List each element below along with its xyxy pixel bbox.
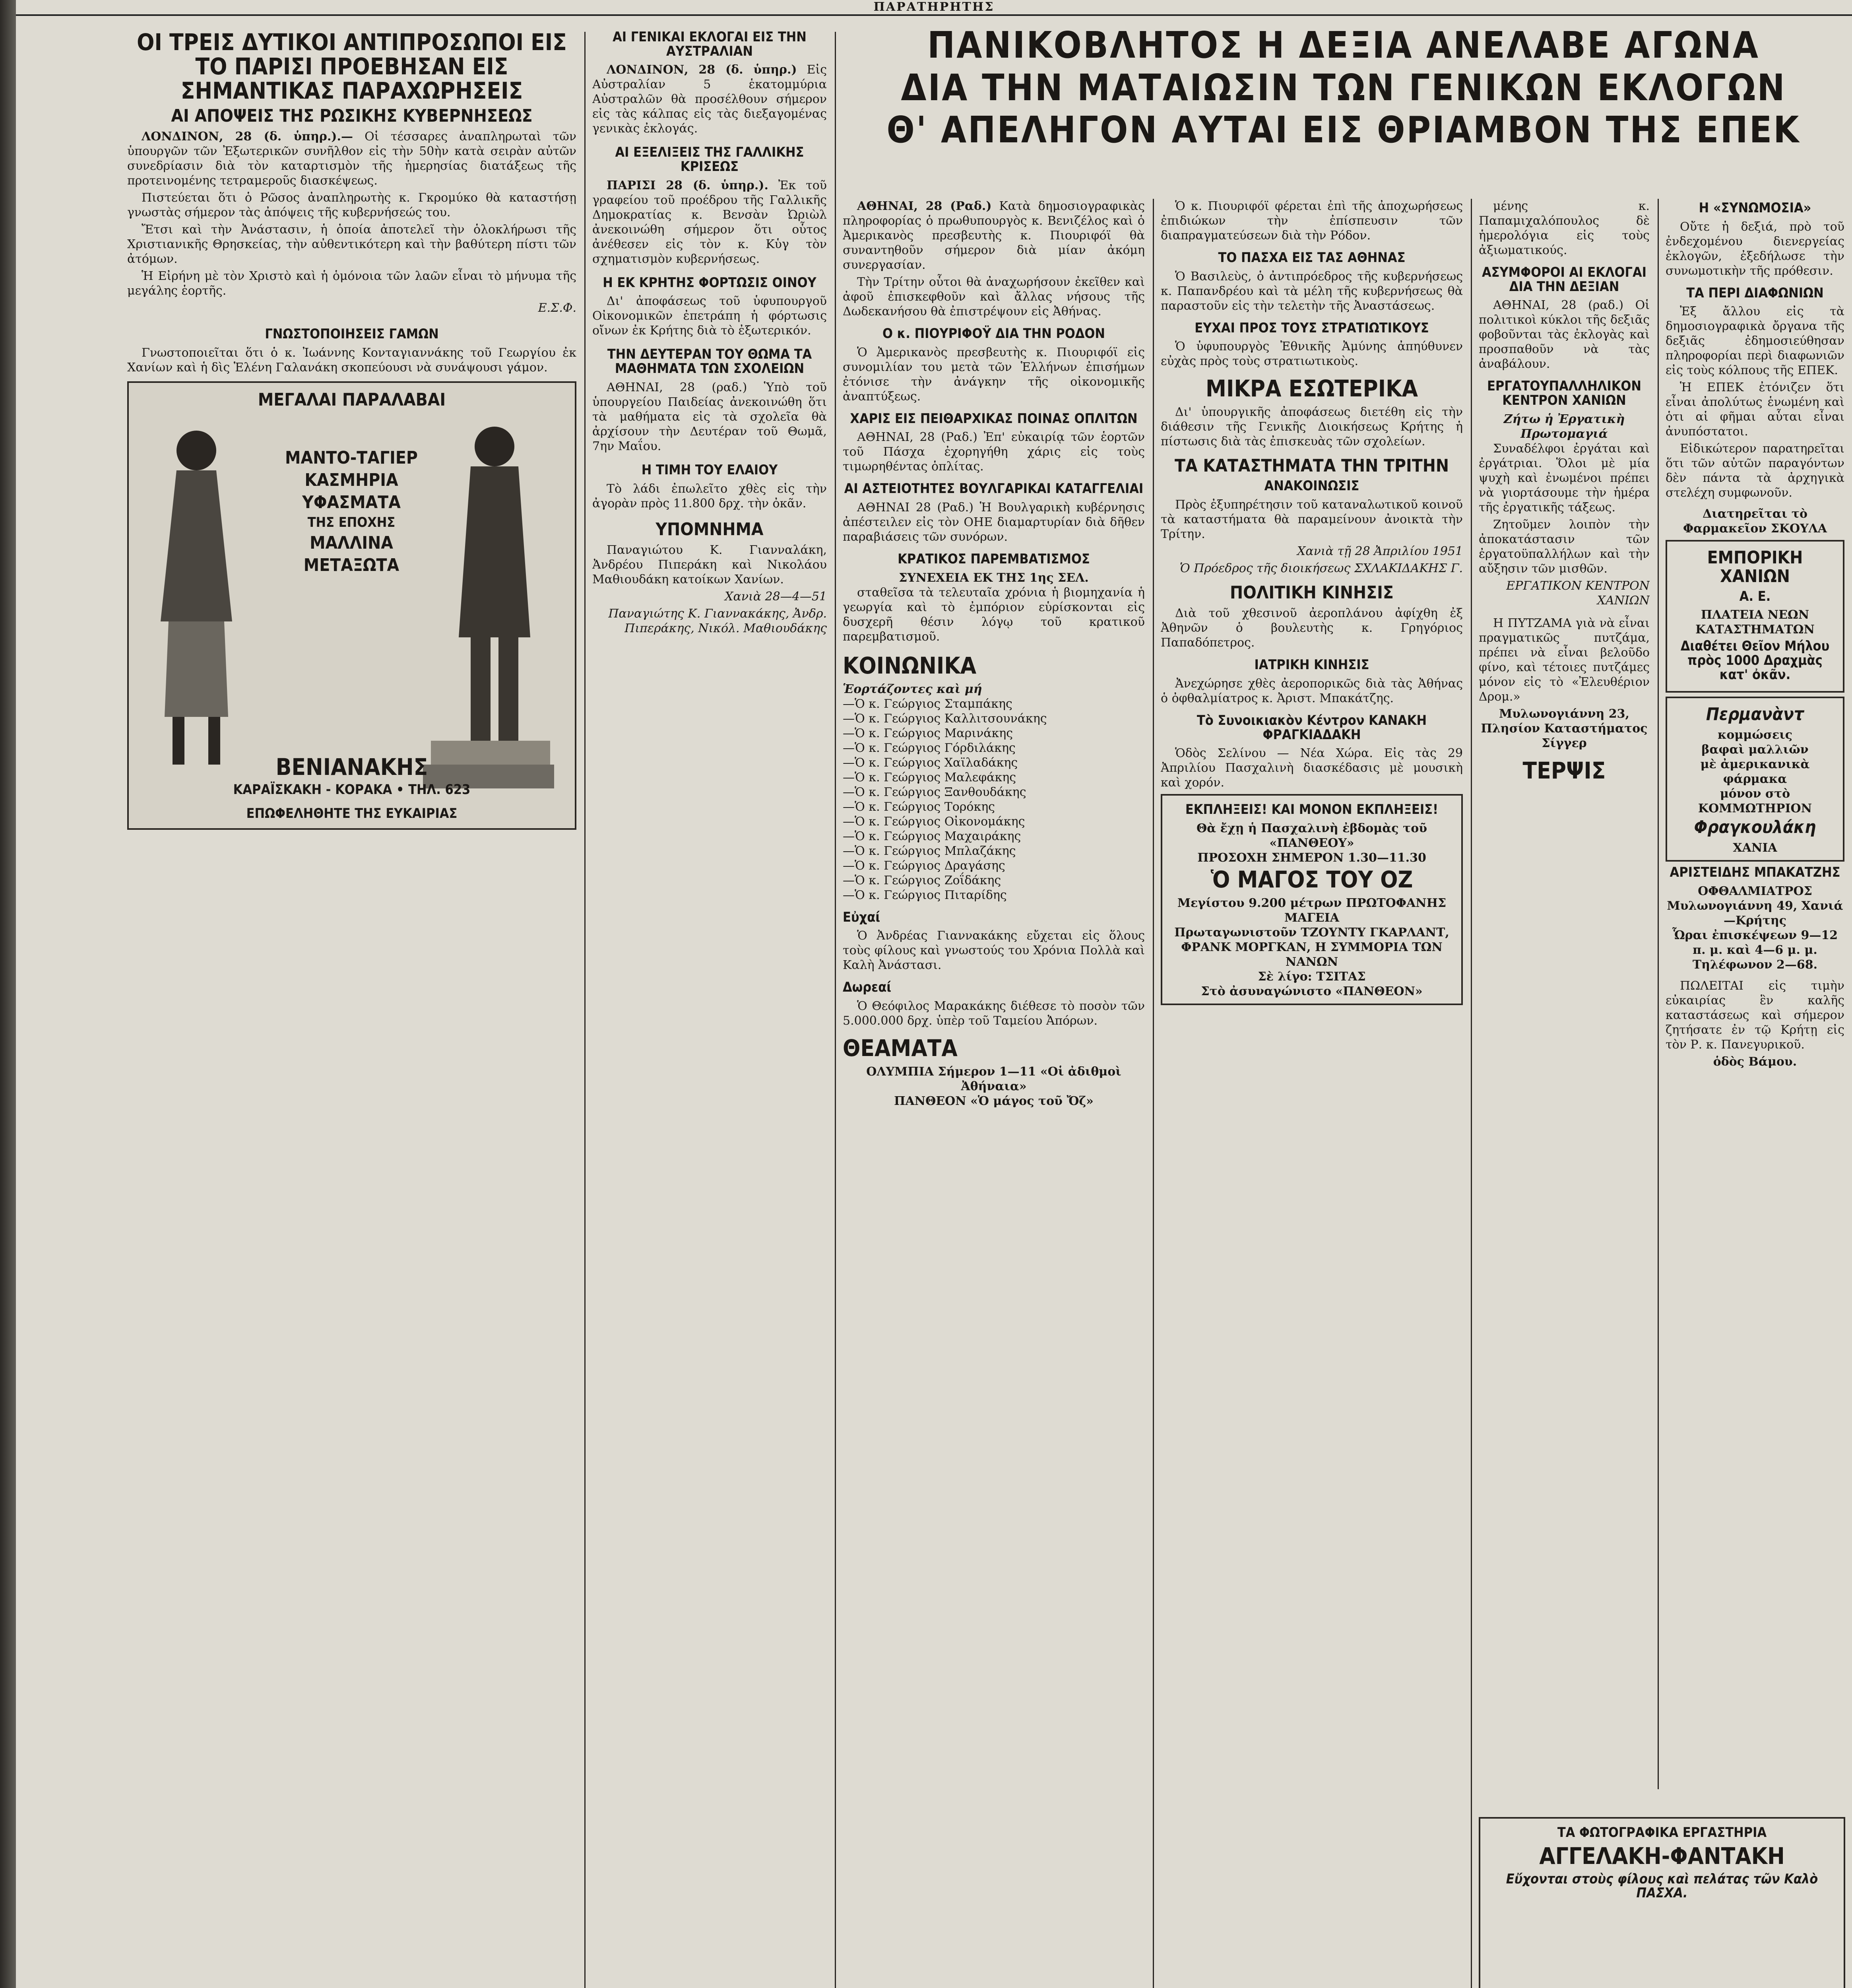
name-list-item: —Ὁ κ. Γεώργιος Τορόκης	[843, 800, 995, 814]
column-rule	[1658, 199, 1659, 1789]
column-3	[843, 199, 1145, 1988]
ad-brand: ΑΓΓΕΛΑΚΗ-ΦΑΝΤΑΚΗ	[1539, 1842, 1785, 1870]
column-6	[1666, 199, 1844, 1789]
masthead: ΠΑΡΑΤΗΡΗΤΗΣ	[16, 0, 1852, 16]
cinema-listing: ΟΛΥΜΠΙΑ Σήμερον 1—11 «Οἱ ἀδιθμοὶ Ἀθήναια»	[866, 1064, 1121, 1093]
article-text: ΑΘΗΝΑΙ, 28 (ραδ.) Ὑπὸ τοῦ ὑπουργείου Παιδείας ἀνεκοινώθη ὅτι τὰ μαθήματα εἰς τὰ σχολεῖα θὰ ἀρχίσουν τὴν Δευτέραν τοῦ Θωμᾶ, 7ην Μαΐου.	[592, 380, 827, 453]
cinema-advertisement	[1161, 794, 1463, 1005]
article-headline: ΟΙ ΤΡΕΙΣ ΔΥΤΙΚΟΙ ΑΝΤΙΠΡΟΣΩΠΟΙ ΕΙΣ ΤΟ ΠΑΡΙΣΙ ΠΡΟΕΒΗΣΑΝ ΕΙΣ ΣΗΜΑΝΤΙΚΑΣ ΠΑΡΑΧΩΡΗΣΕΙΣ	[137, 29, 567, 104]
doctor-address: Μυλωνογιάννη 49, Χανιά—Κρήτης	[1667, 899, 1843, 928]
ad-item: ΚΑΣΜΗΡΙΑ	[304, 470, 398, 490]
article-headline: Ο κ. ΠΙΟΥΡΙΦΟΫ ΔΙΑ ΤΗΝ ΡΟΔΟΝ	[882, 326, 1105, 342]
ad-tagline: ΕΠΩΦΕΛΗΘΗΤΕ ΤΗΣ ΕΥΚΑΙΡΙΑΣ	[246, 805, 458, 821]
article-headline: ΑΙ ΕΞΕΛΙΞΕΙΣ ΤΗΣ ΓΑΛΛΙΚΗΣ ΚΡΙΣΕΩΣ	[615, 144, 804, 175]
movie-title: Ὁ ΜΑΓΟΣ ΤΟΥ ΟΖ	[1210, 866, 1413, 893]
ad-brand: ΤΕΡΨΙΣ	[1522, 757, 1606, 784]
article-text: Δι' ἀποφάσεως τοῦ ὑφυπουργοῦ Οἰκονομικῶν ἐπετράπη ἡ φόρτωσις οἴνων ἐκ Κρήτης διὰ τὸ ἐξωτερικόν.	[592, 294, 827, 338]
fashion-advertisement	[127, 381, 576, 830]
banner-line-3: Θ' ΑΠΕΛΗΓΟΝ ΑΥΤΑΙ ΕΙΣ ΘΡΙΑΜΒΟΝ ΤΗΣ ΕΠΕΚ	[886, 109, 1801, 151]
article-text: Πρὸς ἐξυπηρέτησιν τοῦ καταναλωτικοῦ κοινοῦ τὰ καταστήματα θὰ παραμείνουν ἀνοικτὰ τὴν Τρίτην.	[1161, 498, 1463, 542]
article-text: Ὁ Ἀνδρέας Γιαννακάκης εὔχεται εἰς ὅλους τοὺς φίλους καὶ γνωστούς του Χρόνια Πολλὰ καὶ Καλὴ Ἀνάστασι.	[843, 929, 1145, 973]
section-heading: ΘΕΑΜΑΤΑ	[843, 1035, 958, 1062]
classified-address: ὁδὸς Βάμου.	[1713, 1054, 1797, 1069]
ad-item: ΥΦΑΣΜΑΤΑ	[302, 492, 401, 513]
article-text: ΑΘΗΝΑΙ, 28 (ραδ.) Οἱ πολιτικοὶ κύκλοι τῆς δεξιᾶς φοβοῦνται τὰς ἐκλογὰς καὶ προσπαθοῦν νὰ τὰς ἀναβάλουν.	[1479, 298, 1650, 371]
name-list-item: —Ὁ κ. Γεώργιος Μαλεφάκης	[843, 770, 1016, 784]
article-text: Ὁ Ἀμερικανὸς πρεσβευτὴς κ. Πιουριφόϊ εἰς συνομιλίαν του μετὰ τῶν Ἑλλήνων ἐπισήμων ἐτόνισε τὴν ἀνάγκην τῆς οἰκονομικῆς ἀναπτύξεως.	[843, 345, 1145, 404]
dateline: ΑΘΗΝΑΙ, 28 (Ραδ.)	[857, 199, 992, 213]
section-heading: ΚΟΙΝΩΝΙΚΑ	[843, 652, 977, 679]
bank-advertisement	[1666, 540, 1844, 692]
name-list-item: —Ὁ κ. Γεώργιος Καλλιτσουνάκης	[843, 711, 1047, 726]
section-heading: Δωρεαί	[843, 979, 892, 996]
article-text: Ὁ κ. Πιουριφόϊ φέρεται ἐπὶ τῆς ἀποχωρήσεως ἐπιδιώκων τὴν ἐπίσπευσιν τῶν διαπραγματεύσεων διὰ τὴν Ρόδον.	[1161, 199, 1463, 243]
article-text: Εἰδικώτερον παρατηρεῖται ὅτι τῶν αὐτῶν παραγόντων δὲν πάντα τὰ ἀρχηγικὰ στελέχη συμφωνοῦν.	[1666, 442, 1844, 500]
name-list-item: —Ὁ κ. Γεώργιος Ζοΐδάκης	[843, 873, 1001, 887]
article-text: Συναδέλφοι ἐργάται καὶ ἐργάτριαι. Ὅλοι μὲ μία ψυχὴ καὶ ἐνωμένοι πρέπει νὰ γιορτάσουμε τὴν ἡμέρα τῆς ἐργατικῆς τάξεως.	[1479, 441, 1650, 514]
signature: Ὁ Πρόεδρος τῆς διοικήσεως ΣΧΛΑΚΙΔΑΚΗΣ Γ.	[1179, 561, 1463, 576]
ad-address: Μυλωνογιάννη 23, Πλησίον Καταστήματος Σίγγερ	[1481, 707, 1648, 750]
section-heading: Τὸ Συνοικιακὸν Κέντρον ΚΑΝΑΚΗ ΦΡΑΓΚΙΑΔΑΚΗ	[1197, 712, 1427, 743]
name-list-item: —Ὁ κ. Γεώργιος Δραγάσης	[843, 858, 1005, 873]
article-text: μένης κ. Παπαμιχαλόπουλος δὲ ἡμερολόγια εἰς τοὺς ἀξιωματικούς.	[1479, 199, 1650, 257]
column-5	[1479, 199, 1650, 1789]
ad-line: κομμώσεις	[1717, 728, 1793, 742]
ad-subtitle: Α. Ε.	[1739, 588, 1771, 604]
ad-text: Διαθέτει Θεῖον Μήλου πρὸς 1000 Δραχμὰς κατ' ὀκᾶν.	[1680, 638, 1830, 683]
article-text: Οἱ τέσσαρες ἀναπληρωταὶ τῶν ὑπουργῶν τῶν Ἐξωτερικῶν συνῆλθον εἰς τὴν 50ὴν κατὰ σειρὰν αὐτῶν συνεδρίασιν διὰ τὸν καταρτισμὸν τῆς ἡμερησίας διατάξεως τῆς προτεινομένης τετραμεροῦς διασκέψεως.	[127, 129, 576, 188]
section-subhead: Ἑορτάζοντες καὶ μή	[843, 682, 982, 696]
article-text: Ὁ Βασιλεὺς, ὁ ἀντιπρόεδρος τῆς κυβερνήσεως κ. Παπανδρέου καὶ τὰ μέλη τῆς κυβερνήσεως θὰ παραστοῦν εἰς τὴν τελετὴν τῆς Ἀναστάσεως.	[1161, 269, 1463, 313]
column-4	[1161, 199, 1463, 1988]
article-headline: ΑΙ ΑΣΤΕΙΟΤΗΤΕΣ ΒΟΥΛΓΑΡΙΚΑΙ ΚΑΤΑΓΓΕΛΙΑΙ	[844, 481, 1144, 497]
banner-headline	[843, 24, 1844, 191]
ad-text: Μεγίστου 9.200 μέτρων ΠΡΩΤΟΦΑΝΗΣ ΜΑΓΕΙΑ	[1177, 896, 1447, 925]
article-headline: ΑΙ ΓΕΝΙΚΑΙ ΕΚΛΟΓΑΙ ΕΙΣ ΤΗΝ ΑΥΣΤΡΑΛΙΑΝ	[613, 29, 807, 59]
ad-text: ΠΡΟΣΟΧΗ ΣΗΜΕΡΟΝ 1.30—11.30	[1197, 851, 1426, 865]
article-text: Ἡ Εἰρήνη μὲ τὸν Χριστὸ καὶ ἡ ὁμόνοια τῶν λαῶν εἶναι τὸ μήνυμα τῆς μεγάλης ἑορτῆς.	[127, 269, 576, 298]
ad-text: Στὸ ἀσυναγώνιστο «ΠΑΝΘΕΟΝ»	[1201, 984, 1423, 998]
ad-line: Εὔχονται στοὺς φίλους καὶ πελάτας τῶν Καλὸ ΠΑΣΧΑ.	[1506, 1871, 1818, 1901]
ad-item: ΜΑΝΤΟ-ΤΑΓΙΕΡ	[285, 447, 418, 468]
column-rule	[1153, 199, 1154, 1988]
article-text: Ἔτσι καὶ τὴν Ἀνάστασιν, ἡ ὁποία ἀποτελεῖ τὴν ὁλοκλήρωσι τῆς Χριστιανικῆς Θρησκείας, τὴν αὐθεντικότερη καὶ τὴν βαθύτερη πίστι τῶν ἀτόμων.	[127, 222, 576, 266]
banner-line-2: ΔΙΑ ΤΗΝ ΜΑΤΑΙΩΣΙΝ ΤΩΝ ΓΕΝΙΚΩΝ ΕΚΛΟΓΩΝ	[901, 66, 1786, 109]
ad-item: ΜΕΤΑΞΩΤΑ	[303, 555, 399, 575]
dateline: ΠΑΡΙΣΙ 28 (δ. ὑπηρ.).	[607, 178, 768, 192]
ad-title: Περμανὰντ	[1706, 704, 1804, 724]
newspaper-page	[16, 0, 1852, 1988]
article-text: Διὰ τοῦ χθεσινοῦ ἀεροπλάνου ἀφίχθη ἐξ Ἀθηνῶν ὁ βουλευτὴς κ. Γρηγόριος Παπαδόπετρος.	[1161, 606, 1463, 650]
article-text: Ὁ Θεόφιλος Μαρακάκης διέθεσε τὸ ποσὸν τῶν 5.000.000 δρχ. ὑπὲρ τοῦ Ταμείου Ἀπόρων.	[843, 999, 1145, 1028]
classified-ad: ΠΩΛΕΙΤΑΙ εἰς τιμὴν εὐκαιρίας ἓν καλῆς καταστάσεως καὶ σήμερον ζητήσατε ἐν τῷ Κρήτῃ εἰς τὸν Ρ. κ. Πανεγυρικοῦ.	[1666, 978, 1844, 1052]
name-list-item: —Ὁ κ. Γεώργιος Μπλαζάκης	[843, 844, 1016, 858]
section-heading: ΕΡΓΑΤΟΥΠΑΛΛΗΛΙΚΟΝ ΚΕΝΤΡΟΝ ΧΑΝΙΩΝ	[1487, 378, 1642, 409]
date: Χανιὰ τῇ 28 Ἀπριλίου 1951	[1297, 544, 1463, 559]
column-1	[127, 28, 576, 1857]
salon-advertisement	[1666, 697, 1844, 862]
column-rule	[835, 32, 836, 1988]
ad-item: ΜΑΛΛΙΝΑ	[310, 532, 393, 553]
name-list-item: —Ὁ κ. Γεώργιος Χαϊλαδάκης	[843, 755, 1018, 770]
article-headline: ΕΥΧΑΙ ΠΡΟΣ ΤΟΥΣ ΣΤΡΑΤΙΩΤΙΚΟΥΣ	[1195, 320, 1429, 336]
article-text: σταθεῖσα τὰ τελευταῖα χρόνια ἡ βιομηχανία ἡ γεωργία καὶ τὸ ἐμπόριον εὑρίσκονται εἰς δυσχερῆ θέσιν λόγῳ τοῦ κρατικοῦ παρεμβατισμοῦ.	[843, 585, 1145, 644]
ad-text: Πρωταγωνιστοῦν ΤΖΟΥΝΤΥ ΓΚΑΡΛΑΝΤ, ΦΡΑΝΚ ΜΟΡΓΚΑΝ, Η ΣΥΜΜΟΡΙΑ ΤΩΝ ΝΑΝΩΝ	[1174, 925, 1449, 969]
ad-line: μὲ ἀμερικανικὰ φάρμακα	[1700, 757, 1810, 786]
article-text: Ἡ ΕΠΕΚ ἐτόνιζεν ὅτι εἶναι ἀπολύτως ἑνωμένη καὶ ὁτι αἱ φῆμαι αὗται εἶναι ἀνυπόστατοι.	[1666, 381, 1844, 439]
ad-items	[248, 447, 455, 579]
article-headline: Η ΕΚ ΚΡΗΤΗΣ ΦΟΡΤΩΣΙΣ ΟΙΝΟΥ	[603, 274, 816, 291]
article-text: Εἰς Αὐστραλίαν 5 ἑκατομμύρια Αὐστραλῶν θὰ προσέλθουν σήμερον εἰς τὰς κάλπας εἰς τὰς διεξαγομένας γενικὰς ἐκλογάς.	[592, 63, 827, 136]
photo-studio-advertisement	[1479, 1817, 1845, 1988]
article-subhead: ΑΙ ΑΠΟΨΕΙΣ ΤΗΣ ΡΩΣΙΚΗΣ ΚΥΒΕΡΝΗΣΕΩΣ	[171, 105, 533, 126]
article-headline: ΤΑ ΠΕΡΙ ΔΙΑΦΩΝΙΩΝ	[1686, 285, 1824, 301]
column-2	[592, 28, 827, 1857]
name-list-item: —Ὁ κ. Γεώργιος Ξανθουδάκης	[843, 785, 1026, 799]
notice: Διατηρεῖται τὸ Φαρμακεῖον ΣΚΟΥΛΑ	[1683, 507, 1827, 536]
article-text: Κατὰ δημοσιογραφικὰς πληροφορίας ὁ πρωθυπουργὸς κ. Βενιζέλος καὶ ὁ Ἀμερικανὸς πρεσβευτὴς κ. Πιουριφόϊ θὰ συναντηθοῦν σήμερον διὰ μίαν ἀκόμη συνεργασίαν.	[843, 199, 1145, 272]
section-heading: ΠΟΛΙΤΙΚΗ ΚΙΝΗΣΙΣ	[1230, 582, 1394, 603]
article-text: Ἐξ ἄλλου εἰς τὰ δημοσιογραφικὰ ὄργανα τῆς δεξιᾶς ἐδημοσιεύθησαν πληροφορίαι περὶ διαφωνιῶν εἰς τοὺς κόλπους τῆς ΕΠΕΚ.	[1666, 305, 1844, 378]
name-list-item: —Ὁ κ. Γεώργιος Γόρδιλάκης	[843, 741, 1016, 755]
ad-name: Φραγκουλάκη	[1694, 817, 1816, 837]
article-text: Πιστεύεται ὅτι ὁ Ρῶσος ἀναπληρωτὴς κ. Γκρομύκο θὰ καταστήσῃ γνωστὰς σήμερον τὰς ἀπόψεις τῆς κυβερνήσεώς του.	[127, 190, 576, 219]
name-list-item: —Ὁ κ. Γεώργιος Μαρινάκης	[843, 726, 1013, 740]
section-heading: ΜΙΚΡΑ ΕΣΩΤΕΡΙΚΑ	[1206, 375, 1418, 402]
article-text: Γνωστοποιεῖται ὅτι ὁ κ. Ἰωάννης Κονταγιαννάκης τοῦ Γεωργίου ἐκ Χανίων καὶ ἡ δὶς Ἑλένη Γαλανάκη σκοπεύουσι νὰ συνάψουσι γάμον.	[127, 346, 576, 375]
article-text: Τὴν Τρίτην οὗτοι θὰ ἀναχωρήσουν ἐκεῖθεν καὶ ἀφοῦ ἐπισκεφθοῦν καὶ ἄλλας νήσους τῆς Δωδεκανήσου θὰ ἐπιστρέψουν εἰς Ἀθήνας.	[843, 275, 1145, 318]
section-heading: ΙΑΤΡΙΚΗ ΚΙΝΗΣΙΣ	[1254, 657, 1369, 673]
ad-text: Θὰ ἔχῃ ἡ Πασχαλινὴ ἐβδομὰς τοῦ «ΠΑΝΘΕΟΥ»	[1196, 821, 1427, 850]
article-text: ΑΘΗΝΑΙ, 28 (Ραδ.) Ἐπ' εὐκαιρίᾳ τῶν ἑορτῶν τοῦ Πάσχα ἐχορηγήθη χάρις εἰς τοὺς τιμωρηθέντας ὁπλίτας.	[843, 430, 1145, 474]
name-list-item: —Ὁ κ. Γεώργιος Πιταρίδης	[843, 888, 1007, 902]
article-text: Ἐκ τοῦ γραφείου τοῦ προέδρου τῆς Γαλλικῆς Δημοκρατίας κ. Βενσὰν Ὠριὼλ ἀνεκοινώθη σήμερον ὅτι οὗτος ἀνέθεσεν εἰς τὸν κ. Κὑγ τὸν σχηματισμὸν κυβερνήσεως.	[592, 178, 827, 266]
ad-place: ΠΛΑΤΕΙΑ ΝΕΩΝ ΚΑΤΑΣΤΗΜΑΤΩΝ	[1695, 608, 1815, 637]
article-text: Παναγιώτου Κ. Γιανναλάκη, Ἀνδρέου Πιπεράκη καὶ Νικολάου Μαθιουδάκη κατοίκων Χανίων.	[592, 543, 827, 586]
article-text: Ζητοῦμεν λοιπὸν τὴν ἀποκατάστασιν τῶν ἐργατοϋπαλλήλων καὶ τὴν αὔξησιν τῶν μισθῶν.	[1479, 517, 1650, 576]
ad-line: βαφαὶ μαλλιῶν	[1701, 742, 1809, 757]
shop-address: ΚΑΡΑΪΣΚΑΚΗ - ΚΟΡΑΚΑ • ΤΗΛ. 623	[233, 781, 471, 798]
article-headline: ΤΗΝ ΔΕΥΤΕΡΑΝ ΤΟΥ ΘΩΜΑ ΤΑ ΜΑΘΗΜΑΤΑ ΤΩΝ ΣΧΟΛΕΙΩΝ	[607, 346, 812, 377]
doctor-name: ΑΡΙΣΤΕΙΔΗΣ ΜΠΑΚΑΤΖΗΣ	[1670, 864, 1840, 880]
ad-line: μόνον στὸ ΚΟΜΜΩΤΗΡΙΟΝ	[1698, 786, 1812, 815]
article-text: Ὁδὸς Σελίνου — Νέα Χώρα. Εἰς τὰς 29 Ἀπριλίου Πασχαλινὴ διασκέδασις μὲ μουσικὴ καὶ χορόν.	[1161, 746, 1463, 790]
section-subhead: Ζήτω ἡ Ἐργατικὴ Πρωτομαγιά	[1503, 412, 1625, 441]
signature: Ε.Σ.Φ.	[538, 301, 576, 315]
doctor-hours: Ὧραι ἐπισκέψεων 9—12 π. μ. καὶ 4—6 μ. μ.	[1672, 928, 1838, 957]
article-text: Τὸ λάδι ἐπωλεῖτο χθὲς εἰς τὴν ἀγορὰν πρὸς 11.800 δρχ. τὴν ὀκᾶν.	[592, 481, 827, 511]
article-text: Ὁ ὑφυπουργὸς Ἐθνικῆς Ἀμύνης ἀπηύθυνεν εὐχὰς πρὸς τοὺς στρατιωτικοὺς.	[1161, 340, 1463, 369]
ad-headline: ΕΚΠΛΗΞΕΙΣ! ΚΑΙ ΜΟΝΟΝ ΕΚΠΛΗΞΕΙΣ!	[1185, 802, 1439, 818]
dateline: ΛΟΝΔΙΝΟΝ, 28 (δ. ὑπηρ.)	[607, 63, 797, 77]
signature: ΕΡΓΑΤΙΚΟΝ ΚΕΝΤΡΟΝ ΧΑΝΙΩΝ	[1506, 579, 1650, 608]
ad-line: ΤΑ ΦΩΤΟΓΡΑΦΙΚΑ ΕΡΓΑΣΤΗΡΙΑ	[1557, 1825, 1767, 1840]
article-headline: ΑΣΥΜΦΟΡΟΙ ΑΙ ΕΚΛΟΓΑΙ ΔΙΑ ΤΗΝ ΔΕΞΙΑΝ	[1482, 264, 1647, 295]
name-list	[843, 697, 1145, 903]
article-headline: ΚΡΑΤΙΚΟΣ ΠΑΡΕΜΒΑΤΙΣΜΟΣ	[898, 551, 1090, 567]
section-heading: ΥΠΟΜΝΗΜΑ	[655, 519, 764, 540]
article-headline: Η «ΣΥΝΩΜΟΣΙΑ»	[1699, 200, 1811, 216]
dateline: ΛΟΝΔΙΝΟΝ, 28 (δ. ὑπηρ.).—	[142, 129, 353, 144]
section-heading: ΓΝΩΣΤΟΠΟΙΗΣΕΙΣ ΓΑΜΩΝ	[265, 326, 439, 342]
ad-text: Η ΠΥΤΖΑΜΑ γιὰ νὰ εἶναι πραγματικῶς πυτζάμα, πρέπει νὰ εἶναι βελοῦδο φίνο, καὶ τέτοιες πυτζάμες μόνον εἰς τὸ «Ἐλευθέριον Δρομ.»	[1479, 616, 1650, 704]
article-text: Οὔτε ἡ δεξιά, πρὸ τοῦ ἐνδεχομένου διενεργείας ἐκλογῶν, ἐξεδήλωσε τὴν συνωμοτικὴν τῆς πρόθεσιν.	[1666, 219, 1844, 278]
date: Χανιὰ 28—4—51	[725, 589, 827, 604]
section-heading: ΤΑ ΚΑΤΑΣΤΗΜΑΤΑ ΤΗΝ ΤΡΙΤΗΝ	[1174, 456, 1449, 476]
name-list-item: —Ὁ κ. Γεώργιος Μαχαιράκης	[843, 829, 1021, 843]
ad-title: ΕΜΠΟΡΙΚΗ ΧΑΝΙΩΝ	[1707, 547, 1803, 586]
article-text: Δι' ὑπουργικῆς ἀποφάσεως διετέθη εἰς τὴν διάθεσιν τῆς Γενικῆς Διοικήσεως Κρήτης ἡ πίστωσις διὰ τὰς ἐπισκευὰς τῶν σχολείων.	[1161, 405, 1463, 449]
column-rule	[584, 32, 586, 1988]
banner-line-1: ΠΑΝΙΚΟΒΛΗΤΟΣ Η ΔΕΞΙΑ ΑΝΕΛΑΒΕ ΑΓΩΝΑ	[927, 24, 1760, 66]
article-headline: Η ΤΙΜΗ ΤΟΥ ΕΛΑΙΟΥ	[641, 462, 778, 478]
article-headline: ΤΟ ΠΑΣΧΑ ΕΙΣ ΤΑΣ ΑΘΗΝΑΣ	[1218, 250, 1406, 266]
column-rule	[1471, 199, 1472, 1988]
name-list-item: —Ὁ κ. Γεώργιος Σταμπάκης	[843, 697, 1012, 711]
cinema-listing: ΠΑΝΘΕΟΝ «Ὁ μάγος τοῦ Ὄζ»	[894, 1094, 1094, 1108]
name-list-item: —Ὁ κ. Γεώργιος Οἰκονομάκης	[843, 814, 1025, 829]
signature: Παναγιώτης Κ. Γιαννακάκης, Ἀνδρ. Πιπεράκης, Νικόλ. Μαθιουδάκης	[608, 606, 827, 635]
doctor-phone: Τηλέφωνον 2—68.	[1692, 957, 1818, 972]
ad-text: Σὲ λίγο: ΤΣΙΤΑΣ	[1258, 969, 1366, 984]
article-subhead: ΣΥΝΕΧΕΙΑ ΕΚ ΤΗΣ 1ης ΣΕΛ.	[899, 571, 1089, 585]
ad-item: ΤΗΣ ΕΠΟΧΗΣ	[307, 514, 396, 531]
article-text: Ἀνεχώρησε χθὲς ἀεροπορικῶς διὰ τὰς Ἀθήνας ὁ ὀφθαλμίατρος κ. Ἀριστ. Μπακάτζης.	[1161, 677, 1463, 706]
section-subhead: ΑΝΑΚΟΙΝΩΣΙΣ	[1264, 478, 1359, 494]
shop-name: ΒΕΝΙΑΝΑΚΗΣ	[275, 753, 428, 780]
doctor-role: ΟΦΘΑΛΜΙΑΤΡΟΣ	[1698, 884, 1812, 898]
article-headline: ΧΑΡΙΣ ΕΙΣ ΠΕΙΘΑΡΧΙΚΑΣ ΠΟΙΝΑΣ ΟΠΛΙΤΩΝ	[850, 410, 1138, 427]
ad-title: ΜΕΓΑΛΑΙ ΠΑΡΑΛΑΒΑΙ	[258, 389, 446, 410]
section-heading: Εὐχαί	[843, 909, 880, 925]
article-text: ΑΘΗΝΑΙ 28 (Ραδ.) Ἡ Βουλγαρικὴ κυβέρνησις ἀπέστειλεν εἰς τὸν ΟΗΕ διαμαρτυρίαν διὰ δῆθεν παραβιάσεις τῶν συνόρων.	[843, 501, 1145, 544]
ad-city: ΧΑΝΙΑ	[1733, 841, 1777, 855]
